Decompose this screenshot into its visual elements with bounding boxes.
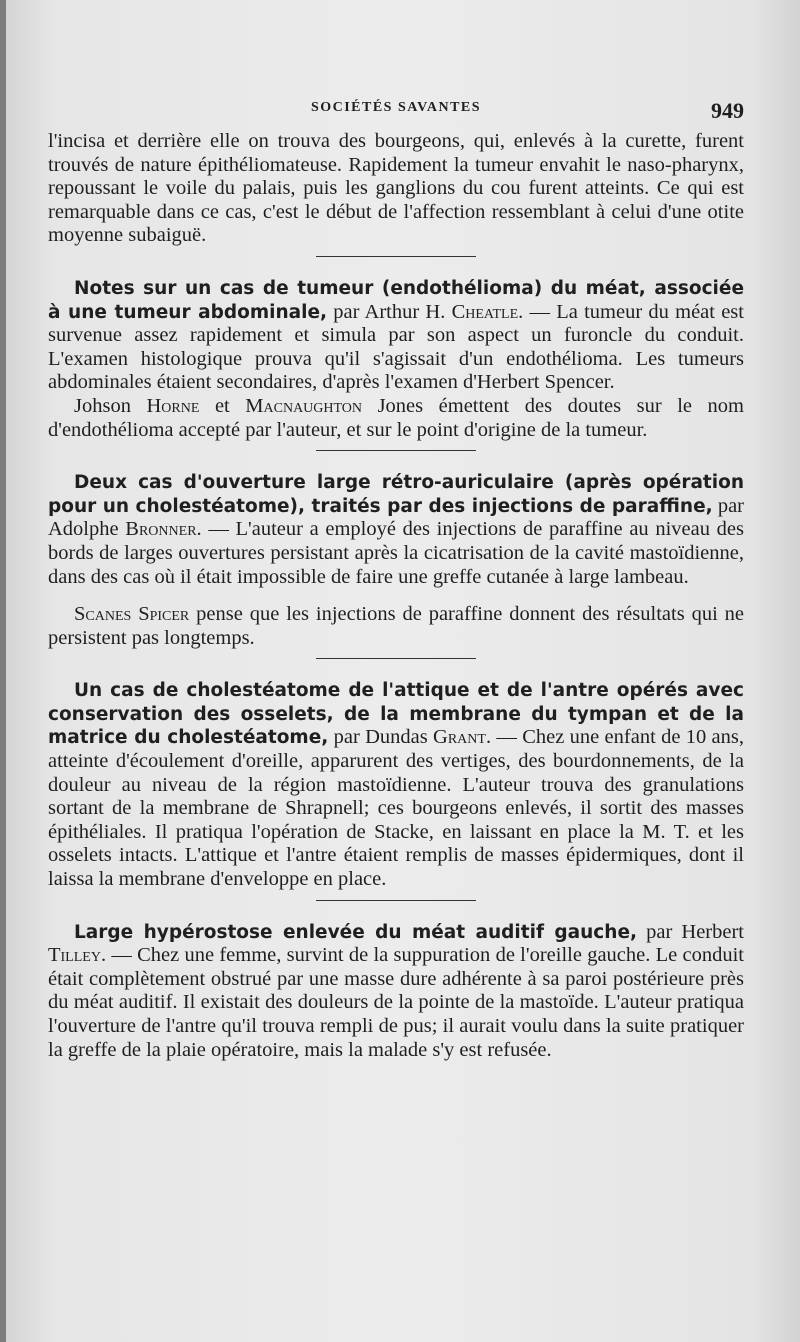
section1-disc-author1: Horne: [146, 394, 200, 417]
section-divider: [316, 658, 476, 659]
section4-abstract: [48, 921, 744, 1063]
section1-author: Cheatle: [451, 300, 519, 323]
section2-disc-author: Scanes Spicer: [74, 603, 190, 626]
section3-author: Grant: [433, 726, 486, 749]
intro-text: l'incisa et derrière elle on trouva des bourgeons, qui, enlevés à la curette, furent trouvés de nature épithéliomateuse. Rapidement la tumeur envahit le naso-pharynx, repoussant le voile du palais, puis les ganglions du cou furent atteints. Ce qui est remarquable dans ce cas, c'est le début de l'affection ressemblant à celui d'une otite moyenne subaiguë.: [48, 130, 744, 247]
section2-by: par Adolphe: [48, 494, 745, 541]
section4-title: Large hypérostose enlevée du méat auditif gauche,: [74, 921, 638, 943]
section2-body: . — L'auteur a employé des injections de paraffine au niveau des bords de larges ouvertures persistant après la cicatrisation de la cavité mastoïdienne, dans des cas où il était impossible de faire une greffe cutanée à large lambeau.: [48, 518, 745, 588]
section1-discussion: [48, 395, 744, 442]
section4-by: par Herbert: [646, 920, 744, 943]
paragraph-gap: [48, 589, 744, 603]
section1-abstract: [48, 277, 744, 395]
section2-discussion: [48, 603, 744, 650]
section4-body: . — Chez une femme, survint de la suppuration de l'oreille gauche. Le conduit était complètement obstrué par une masse dure adhérente à sa paroi postérieure près du méat auditif. Il existait des douleurs de la pointe de la mastoïde. L'auteur pratiqua l'ouverture de l'antre qu'il trouva rempli de pus; il aurait voulu dans la suite pratiquer la greffe de la plaie opératoire, mais la malade s'y est refusée.: [48, 944, 744, 1061]
section1-body: . — La tumeur du méat est survenue assez rapidement et simula par son aspect un furoncle du conduit. L'examen histologique prouva qu'il s'agissait d'un endothélioma. Les tumeurs abdominales étaient secondaires, d'après l'examen d'Herbert Spencer.: [48, 300, 744, 394]
section-divider: [316, 450, 476, 451]
section1-disc-text: Jones émettent des doutes sur le nom d'endothélioma accepté par l'auteur, et sur le point d'origine de la tumeur.: [48, 394, 745, 441]
section1-title: Notes sur un cas de tumeur (endothélioma) du méat, associée à une tumeur abdominale,: [48, 277, 744, 323]
running-header: [48, 88, 744, 130]
section-divider: [316, 256, 476, 257]
section3-abstract: [48, 679, 744, 891]
page-number: 949: [711, 98, 744, 123]
section1-disc-and: et: [214, 394, 230, 417]
section2-disc-text: pense que les injections de paraffine donnent des résultats qui ne persistent pas longtemps.: [48, 603, 744, 649]
section2-author: Bronner: [125, 518, 197, 541]
intro-paragraph: [48, 130, 744, 248]
section-divider: [316, 900, 476, 901]
section2-title: Deux cas d'ouverture large rétro-auriculaire (après opération pour un cholestéatome), traités par des injections de paraffine,: [48, 472, 744, 517]
section1-disc-author2: Macnaughton: [245, 394, 363, 417]
section1-by: par Arthur H.: [333, 300, 446, 323]
section1-disc-name: Johson: [74, 394, 131, 417]
section3-title: Un cas de cholestéatome de l'attique et de l'antre opérés avec conservation des osselets, de la membrane du tympan et de la matrice du cholestéatome,: [48, 680, 744, 749]
running-title: SOCIÉTÉS SAVANTES: [310, 100, 482, 115]
section2-abstract: [48, 471, 744, 589]
journal-page: [6, 0, 800, 1342]
section3-body: . — Chez une enfant de 10 ans, atteinte d'écoulement d'oreille, apparurent des vertiges, des bourdonnements, de la douleur au niveau de la région mastoïdienne. L'auteur trouva des granulations sortant de la membrane de Shrapnell; ces bourgeons enlevés, il sortit des masses épithéliales. Il pratiqua l'opération de Stacke, en laissant en place la M. T. et les osselets intacts. L'attique et l'antre étaient remplis de masses épidermiques, dont il laissa la membrane d'enveloppe en place.: [48, 726, 744, 891]
section4-author: Tilley: [48, 944, 101, 967]
section3-by: par Dundas: [333, 726, 428, 749]
